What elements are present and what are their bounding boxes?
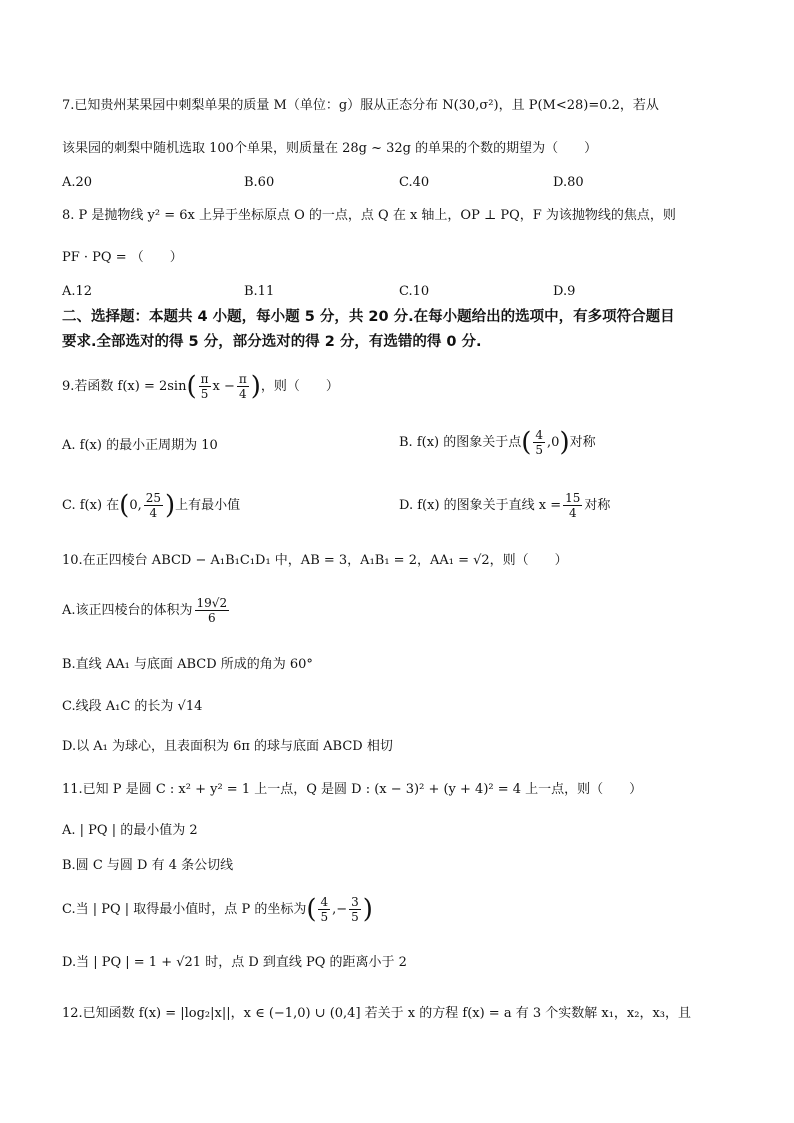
q11-option-d: D.当 | PQ | = 1 + √21 时，点 D 到直线 PQ 的距离小于 2: [62, 955, 407, 970]
q8-stem-line2: PF · PQ = （ ）: [62, 250, 183, 265]
q10-option-a: A.该正四棱台的体积为 $\frac{19√2}{6}$: [62, 596, 228, 625]
q10-option-b: B.直线 AA₁ 与底面 ABCD 所成的角为 60°: [62, 657, 313, 672]
q9-option-a: A. f(x) 的最小正周期为 10: [62, 438, 218, 453]
q10-stem: 10.在正四棱台 ABCD − A₁B₁C₁D₁ 中，AB = 3，A₁B₁ = 2，AA₁ = √2，则（ ）: [62, 553, 568, 568]
q9-stem-prefix: 9.若函数 f(x) = 2sin: [62, 379, 187, 394]
q10-option-d: D.以 A₁ 为球心，且表面积为 6π 的球与底面 ABCD 相切: [62, 739, 393, 754]
q11-stem: 11.已知 P 是圆 C : x² + y² = 1 上一点，Q 是圆 D : (x − 3)² + (y + 4)² = 4 上一点，则（ ）: [62, 782, 643, 797]
q8-option-c: C.10: [399, 284, 430, 299]
q10-option-c: C.线段 A₁C 的长为 √14: [62, 699, 203, 714]
q8-option-a: A.12: [62, 284, 93, 299]
q7-option-d: D.80: [553, 175, 584, 190]
section2-heading-line2: 要求.全部选对的得 5 分，部分选对的得 2 分，有选错的得 0 分.: [62, 334, 482, 350]
q9-option-d: D. f(x) 的图象关于直线 x = $\frac{15}{4}$ 对称: [399, 491, 611, 520]
q9-frac-pi-5: $\frac{\pi}{5}$: [200, 372, 209, 401]
q7-stem-line2: 该果园的刺梨中随机选取 100个单果，则质量在 28g ~ 32g 的单果的个数的期望为（ ）: [62, 141, 598, 156]
q8-option-d: D.9: [553, 284, 576, 299]
q8-option-b: B.11: [244, 284, 275, 299]
q9-option-b: B. f(x) 的图象关于点( $\frac{4}{5}$ ,0)对称: [399, 427, 596, 458]
q7-option-b: B.60: [244, 175, 275, 190]
q9-frac-pi-4: $\frac{\pi}{4}$: [238, 372, 247, 401]
q7-stem-line1: 7.已知贵州某果园中刺梨单果的质量 M（单位：g）服从正态分布 N(30,σ²)，且 P(M<28)=0.2，若从: [62, 98, 659, 113]
section2-heading-line1: 二、选择题：本题共 4 小题，每小题 5 分，共 20 分.在每小题给出的选项中，有多项符合题目: [62, 309, 675, 325]
q9-stem-suffix: ，则（ ）: [260, 379, 339, 394]
q9-option-c: C. f(x) 在(0, $\frac{25}{4}$ )上有最小值: [62, 490, 241, 521]
q9-stem: 9.若函数 f(x) = 2sin( $\frac{\pi}{5}$ x − $\frac{\pi}{4}$ )，则（ ）: [62, 371, 339, 402]
q11-option-b: B.圆 C 与圆 D 有 4 条公切线: [62, 858, 234, 873]
q8-stem-line1: 8. P 是抛物线 y² = 6x 上异于坐标原点 O 的一点，点 Q 在 x 轴上，OP ⊥ PQ，F 为该抛物线的焦点，则: [62, 208, 676, 223]
q7-option-a: A.20: [62, 175, 93, 190]
q9-x-minus: x −: [212, 379, 235, 394]
q12-stem: 12.已知函数 f(x) = |log₂|x||，x ∈ (−1,0) ∪ (0,4] 若关于 x 的方程 f(x) = a 有 3 个实数解 x₁，x₂，x₃，且: [62, 1006, 692, 1021]
q7-option-c: C.40: [399, 175, 430, 190]
q11-option-a: A. | PQ | 的最小值为 2: [62, 823, 198, 838]
q11-option-c: C.当 | PQ | 取得最小值时，点 P 的坐标为( $\frac{4}{5}$ ,− $\frac{3}{5}$ ): [62, 894, 373, 925]
